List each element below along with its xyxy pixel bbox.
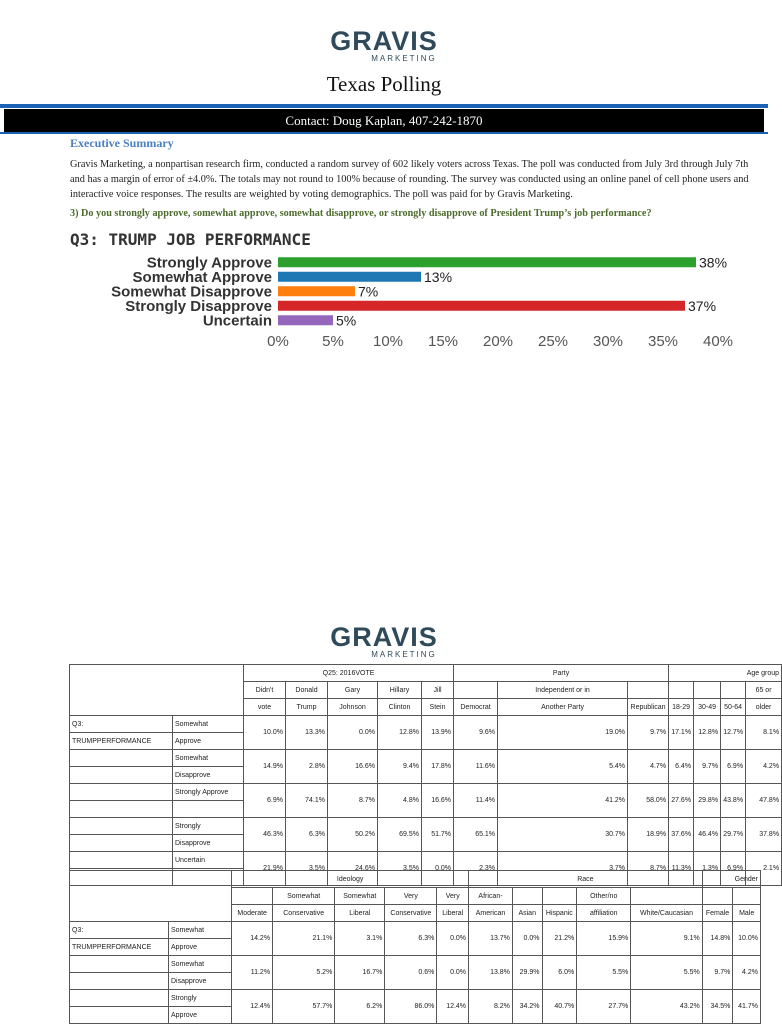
column-header: Asian [512, 905, 542, 922]
value-cell: 17.1% [669, 716, 694, 750]
value-cell: 9.7% [628, 716, 669, 750]
row-group-spacer [70, 990, 169, 1007]
column-header [542, 888, 577, 905]
table-row [70, 956, 761, 973]
value-cell: 19.0% [498, 716, 628, 750]
value-cell: 24.6% [328, 852, 378, 886]
value-cell: 3.1% [335, 922, 385, 956]
value-cell: 34.2% [512, 990, 542, 1024]
value-cell: 41.2% [498, 784, 628, 818]
x-tick-label: 10% [372, 333, 404, 350]
logo-name-page2: GRAVIS [330, 622, 438, 652]
value-cell: 9.4% [378, 750, 422, 784]
column-header [669, 682, 694, 699]
value-cell: 0.0% [437, 922, 469, 956]
x-tick-label: 40% [702, 333, 734, 350]
value-cell: 6.4% [669, 750, 694, 784]
top-rule [0, 104, 768, 108]
value-cell: 8.7% [628, 852, 669, 886]
row-group-spacer [70, 818, 173, 835]
row-group-spacer [70, 973, 169, 990]
value-cell: 15.9% [577, 922, 631, 956]
bar-strongly-approve [278, 257, 696, 267]
logo-name: GRAVIS [330, 26, 438, 56]
value-label: 13% [424, 268, 453, 285]
value-cell: 8.1% [746, 716, 782, 750]
value-cell: 41.7% [733, 990, 761, 1024]
x-tick-label: 35% [647, 333, 679, 350]
executive-summary-heading: Executive Summary [70, 136, 174, 150]
corner-cell [70, 871, 232, 922]
group-header-row [70, 665, 782, 682]
value-cell: 6.2% [335, 990, 385, 1024]
category-label: Somewhat Approve [132, 268, 272, 286]
table-row [70, 922, 761, 939]
column-header: Johnson [328, 699, 378, 716]
category-label: Strongly Approve [146, 254, 272, 272]
value-cell: 0.0% [328, 716, 378, 750]
column-header: Conservative [273, 905, 335, 922]
column-header: vote [244, 699, 286, 716]
column-header: affiliation [577, 905, 631, 922]
value-cell: 3.5% [378, 852, 422, 886]
value-cell: 6.3% [385, 922, 437, 956]
value-label: 7% [358, 283, 379, 300]
value-cell: 16.6% [422, 784, 454, 818]
value-cell: 11.6% [454, 750, 498, 784]
value-cell: 21.2% [542, 922, 577, 956]
x-tick-label: 0% [267, 333, 289, 350]
question-text: 3) Do you strongly approve, somewhat approve, somewhat disapprove, or strongly disapprove of President Trump’s job performance? [70, 208, 652, 219]
value-cell: 6.9% [244, 784, 286, 818]
bar-somewhat-disapprove [278, 286, 355, 296]
value-cell: 12.8% [378, 716, 422, 750]
group-header: Q25: 2016VOTE [244, 665, 454, 682]
value-cell: 29.8% [694, 784, 721, 818]
row-label: Disapprove [173, 767, 244, 784]
row-label: Disapprove [173, 835, 244, 852]
value-cell: 17.8% [422, 750, 454, 784]
value-cell: 18.9% [628, 818, 669, 852]
column-header: Independent or in [498, 682, 628, 699]
value-cell: 86.0% [385, 990, 437, 1024]
value-cell: 2.3% [454, 852, 498, 886]
contact-banner: Contact: Doug Kaplan, 407-242-1870 [4, 109, 764, 132]
row-label: Strongly Approve [173, 784, 244, 801]
executive-summary-text: Gravis Marketing, a nonpartisan research firm, conducted a random survey of 602 likely voters across Texas. The poll was conducted from July 3rd through July 7th and has a margin of error of ±4.0%. The totals may not round to 100% because of rounding. The survey was conducted using an online panel of cell phone users and interactive voice responses. The results are weighted by voting demographics. The poll was paid for by Gravis Marketing. [70, 159, 749, 200]
corner-cell [70, 665, 244, 716]
column-header [721, 682, 746, 699]
table-row [70, 852, 782, 869]
value-cell: 9.1% [631, 922, 702, 956]
row-label: Strongly [173, 818, 244, 835]
row-label: Strongly [168, 990, 231, 1007]
row-label: Approve [168, 939, 231, 956]
value-cell: 0.0% [437, 956, 469, 990]
crosstab-ideology-race-gender [69, 870, 761, 1024]
value-cell: 4.2% [733, 956, 761, 990]
value-cell: 16.6% [328, 750, 378, 784]
column-header: Hispanic [542, 905, 577, 922]
row-label: Approve [173, 733, 244, 750]
row-group-label: TRUMPPERFORMANCE [70, 939, 169, 956]
value-cell: 46.3% [244, 818, 286, 852]
value-cell: 29.7% [721, 818, 746, 852]
value-cell: 1.3% [694, 852, 721, 886]
column-header: Moderate [232, 905, 273, 922]
column-header: Didn't [244, 682, 286, 699]
row-label: Somewhat [173, 716, 244, 733]
row-group-spacer [70, 750, 173, 767]
value-cell: 47.8% [746, 784, 782, 818]
value-cell: 12.7% [721, 716, 746, 750]
column-header: older [746, 699, 782, 716]
column-header: Democrat [454, 699, 498, 716]
value-cell: 46.4% [694, 818, 721, 852]
page-title: Texas Polling [326, 72, 442, 96]
value-cell: 16.7% [335, 956, 385, 990]
value-cell: 2.8% [286, 750, 328, 784]
chart-title: Q3: TRUMP JOB PERFORMANCE [70, 230, 311, 249]
value-cell: 9.7% [694, 750, 721, 784]
bar-strongly-disapprove [278, 301, 685, 311]
value-cell: 6.9% [721, 750, 746, 784]
column-header: Somewhat [335, 888, 385, 905]
value-cell: 4.8% [378, 784, 422, 818]
column-header: Hillary [378, 682, 422, 699]
row-label: Somewhat [173, 750, 244, 767]
value-cell: 21.1% [273, 922, 335, 956]
group-header: Ideology [232, 871, 469, 888]
row-label: Disapprove [168, 973, 231, 990]
value-cell: 0.6% [385, 956, 437, 990]
column-header [628, 682, 669, 699]
value-cell: 8.2% [469, 990, 513, 1024]
value-cell: 14.2% [232, 922, 273, 956]
column-header: Very [437, 888, 469, 905]
value-cell: 10.0% [733, 922, 761, 956]
column-header: Gary [328, 682, 378, 699]
value-cell: 3.7% [498, 852, 628, 886]
group-header: Gender [702, 871, 760, 888]
row-group-spacer [70, 956, 169, 973]
value-cell: 51.7% [422, 818, 454, 852]
value-cell: 5.5% [631, 956, 702, 990]
column-header: Another Party [498, 699, 628, 716]
value-cell: 13.3% [286, 716, 328, 750]
column-header: Male [733, 905, 761, 922]
column-header: Donald [286, 682, 328, 699]
column-header [232, 888, 273, 905]
group-header: Age group [669, 665, 782, 682]
value-cell: 10.0% [244, 716, 286, 750]
row-label [173, 801, 244, 818]
column-header: Liberal [335, 905, 385, 922]
x-tick-label: 30% [592, 333, 624, 350]
value-cell: 4.2% [746, 750, 782, 784]
column-header: Conservative [385, 905, 437, 922]
value-cell: 37.6% [669, 818, 694, 852]
value-cell: 0.0% [422, 852, 454, 886]
column-header [454, 682, 498, 699]
value-cell: 5.2% [273, 956, 335, 990]
logo-sub: MARKETING [371, 54, 437, 63]
value-cell: 3.5% [286, 852, 328, 886]
column-header: Other/no [577, 888, 631, 905]
value-cell: 30.7% [498, 818, 628, 852]
column-header: Somewhat [273, 888, 335, 905]
group-header-row [70, 871, 761, 888]
row-group-spacer [70, 767, 173, 784]
value-cell: 14.8% [702, 922, 733, 956]
row-label: Approve [168, 1007, 231, 1024]
value-cell: 2.1% [746, 852, 782, 886]
category-label: Uncertain [202, 312, 272, 330]
column-header: Liberal [437, 905, 469, 922]
value-cell: 27.6% [669, 784, 694, 818]
column-header: Clinton [378, 699, 422, 716]
value-cell: 13.7% [469, 922, 513, 956]
gravis-logo [0, 28, 768, 63]
column-header [733, 888, 761, 905]
table-row [70, 990, 761, 1007]
column-header: 50-64 [721, 699, 746, 716]
bar-uncertain [278, 315, 333, 325]
table-row [70, 784, 782, 801]
value-cell: 65.1% [454, 818, 498, 852]
value-cell: 5.5% [577, 956, 631, 990]
value-cell: 12.4% [232, 990, 273, 1024]
value-cell: 58.0% [628, 784, 669, 818]
value-cell: 5.4% [498, 750, 628, 784]
value-cell: 74.1% [286, 784, 328, 818]
row-group-label: Q3: [70, 716, 173, 733]
value-cell: 4.7% [628, 750, 669, 784]
column-header: Republican [628, 699, 669, 716]
job-performance-chart [68, 250, 762, 354]
column-header [702, 888, 733, 905]
column-header: Trump [286, 699, 328, 716]
column-header: Jill [422, 682, 454, 699]
x-tick-label: 5% [322, 333, 344, 350]
value-cell: 11.4% [454, 784, 498, 818]
value-cell: 14.9% [244, 750, 286, 784]
value-label: 5% [336, 312, 357, 329]
table-row [70, 750, 782, 767]
column-header: Stein [422, 699, 454, 716]
row-label: Somewhat [168, 922, 231, 939]
value-cell: 6.9% [721, 852, 746, 886]
value-cell: 43.2% [631, 990, 702, 1024]
x-tick-label: 20% [482, 333, 514, 350]
value-cell: 13.9% [422, 716, 454, 750]
logo-sub-page2: MARKETING [371, 650, 437, 659]
value-cell: 34.5% [702, 990, 733, 1024]
value-cell: 11.2% [232, 956, 273, 990]
column-header: Female [702, 905, 733, 922]
row-group-spacer [70, 835, 173, 852]
value-cell: 69.5% [378, 818, 422, 852]
column-header: 65 or [746, 682, 782, 699]
x-tick-label: 15% [427, 333, 459, 350]
group-header: Race [469, 871, 703, 888]
row-group-spacer [70, 852, 173, 869]
category-label: Somewhat Disapprove [111, 283, 272, 301]
value-cell: 11.3% [669, 852, 694, 886]
value-cell: 12.8% [694, 716, 721, 750]
value-cell: 13.8% [469, 956, 513, 990]
table-row [70, 716, 782, 733]
value-cell: 37.8% [746, 818, 782, 852]
value-cell: 21.9% [244, 852, 286, 886]
crosstab-vote-party-age [69, 664, 782, 886]
value-cell: 50.2% [328, 818, 378, 852]
column-header: American [469, 905, 513, 922]
value-cell: 27.7% [577, 990, 631, 1024]
group-header: Party [454, 665, 669, 682]
category-label: Strongly Disapprove [125, 297, 272, 315]
row-label: Somewhat [168, 956, 231, 973]
x-tick-label: 25% [537, 333, 569, 350]
value-label: 38% [699, 254, 728, 271]
value-cell: 29.9% [512, 956, 542, 990]
row-group-spacer [70, 1007, 169, 1024]
row-group-label: Q3: [70, 922, 169, 939]
value-cell: 6.0% [542, 956, 577, 990]
column-header: 30-49 [694, 699, 721, 716]
row-group-label: TRUMPPERFORMANCE [70, 733, 173, 750]
value-cell: 9.6% [454, 716, 498, 750]
column-header: 18-29 [669, 699, 694, 716]
value-cell: 57.7% [273, 990, 335, 1024]
value-cell: 43.8% [721, 784, 746, 818]
bottom-rule [0, 132, 768, 134]
value-cell: 6.3% [286, 818, 328, 852]
value-cell: 8.7% [328, 784, 378, 818]
row-group-spacer [70, 784, 173, 801]
bar-somewhat-approve [278, 272, 421, 282]
table-row [70, 818, 782, 835]
row-group-spacer [70, 801, 173, 818]
value-cell: 0.0% [512, 922, 542, 956]
row-label: Uncertain [173, 852, 244, 869]
value-cell: 40.7% [542, 990, 577, 1024]
column-header: Very [385, 888, 437, 905]
column-header [694, 682, 721, 699]
column-header [631, 888, 702, 905]
gravis-logo-page2 [0, 624, 768, 659]
column-header: African- [469, 888, 513, 905]
column-header [512, 888, 542, 905]
value-cell: 9.7% [702, 956, 733, 990]
value-label: 37% [688, 297, 717, 314]
value-cell: 12.4% [437, 990, 469, 1024]
column-header: White/Caucasian [631, 905, 702, 922]
